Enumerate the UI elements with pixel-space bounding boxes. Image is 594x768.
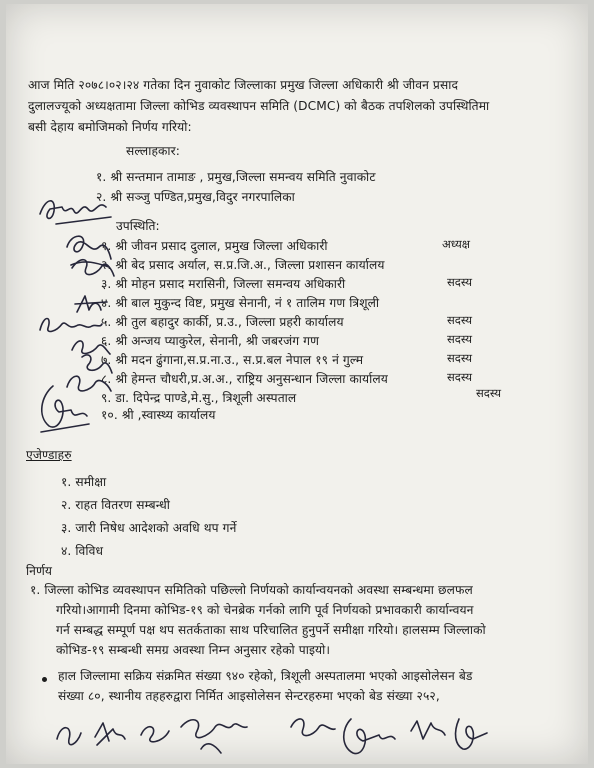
agenda-item-3: ३. जारी निषेध आदेशको अवधि थप गर्ने [61,521,237,535]
member-7: ७. श्री मदन ढुंगाना,स.प्र.ना.उ., स.प्र.बल नेपाल १९ नं गुल्म [101,353,364,367]
decision-para-4: कोभिड-१९ सम्बन्धी समग्र अवस्था निम्न अनुसार रहेको पाइयो। [56,643,331,657]
member-3-role: सदस्य [447,275,473,289]
signature-advisor-2 [36,189,116,234]
signature-member-2 [68,252,118,282]
member-7-role: सदस्य [447,351,473,365]
attendance-heading: उपस्थिति: [116,219,160,233]
member-1-role: अध्यक्ष [442,237,471,251]
signature-member-9 [31,382,96,437]
member-9-role: सदस्य [476,386,502,400]
advisor-1: १. श्री सन्तमान तामाङ , प्रमुख,जिल्ला समन्वय समिति नुवाकोट [96,170,376,184]
member-10: १०. श्री ,स्वास्थ्य कार्यालय [101,408,216,422]
agenda-item-4: ४. विविध [61,544,104,558]
document-page [6,4,588,764]
bottom-signatures [51,709,581,764]
member-1: १. श्री जीवन प्रसाद दुलाल, प्रमुख जिल्ला अधिकारी [101,239,328,253]
member-2: २. श्री बेद प्रसाद अर्याल, स.प्र.जि.अ., जिल्ला प्रशासन कार्यालय [101,258,385,272]
decision-para-3: गर्न सम्बद्ध सम्पूर्ण पक्ष थप सतर्कताका साथ परिचालित हुनुपर्ने समीक्षा गरियो। हालसम्म जिल्लाको [56,623,486,637]
agenda-item-1: १. समीक्षा [61,475,107,489]
bullet-marker [42,677,47,682]
member-4: ४. श्री बाल मुकुन्द विष्ट, प्रमुख सेनानी, नं १ तालिम गण त्रिशूली [101,296,380,310]
member-9: ९. डा. दिपेन्द्र पाण्डे,मे.सु., त्रिशूली अस्पताल [101,391,297,405]
decision-bullet-2: संख्या ८०, स्थानीय तहहरुद्वारा निर्मित आइसोलेसन सेन्टरहरुमा भएको बेड संख्या २५२, [58,689,440,703]
member-3: ३. श्री मोहन प्रसाद मरासिनी, जिल्ला समन्वय अधिकारी [101,277,346,291]
intro-line-1: आज मिति २०७८।०२।२४ गतेका दिन नुवाकोट जिल्लाका प्रमुख जिल्ला अधिकारी श्री जीवन प्रसाद [28,78,459,92]
member-5-role: सदस्य [447,313,473,327]
agenda-heading: एजेण्डाहरु [26,448,72,462]
intro-line-2: दुलालज्यूको अध्यक्षतामा जिल्ला कोभिड व्यवस्थापन समिति (DCMC) को बैठक तपशिलको उपस्थितिमा [28,99,490,113]
intro-line-3: बसी देहाय बमोजिमको निर्णय गरियो: [28,120,192,134]
decision-bullet-1: हाल जिल्लामा सक्रिय संक्रमित संख्या ९४० रहेको, त्रिशूली अस्पतालमा भएको आइसोलेसन बेड [58,669,473,683]
decision-para-2: गरियो।आगामी दिनमा कोभिड-१९ को चेनब्रेक गर्नको लागि पूर्व निर्णयको प्रभावकारी कार्यान्वयन [56,603,474,617]
member-8: ८. श्री हेमन्त चौधरी,प्र.अ.अ., राष्ट्रिय अनुसन्धान जिल्ला कार्यालय [101,372,388,386]
advisors-heading: सल्लाहकार: [126,144,180,158]
decision-heading: निर्णय [26,564,53,578]
decision-para-1: १. जिल्ला कोभिड व्यवस्थापन समितिको पछिल्लो निर्णयको कार्यान्वयनको अवस्था सम्बन्धमा छलफल [30,583,473,597]
member-6-role: सदस्य [447,332,473,346]
agenda-item-2: २. राहत वितरण सम्बन्धी [61,498,170,512]
advisor-2: २. श्री सञ्जु पण्डित,प्रमुख,विदुर नगरपालिका [96,190,295,204]
member-5: ५. श्री तुल बहादुर कार्की, प्र.उ., जिल्ला प्रहरी कार्यालय [101,315,344,329]
member-8-role: सदस्य [447,370,473,384]
member-6: ६. श्री अन्जय प्याकुरेल, सेनानी, श्री जबरजंग गण [101,334,320,348]
